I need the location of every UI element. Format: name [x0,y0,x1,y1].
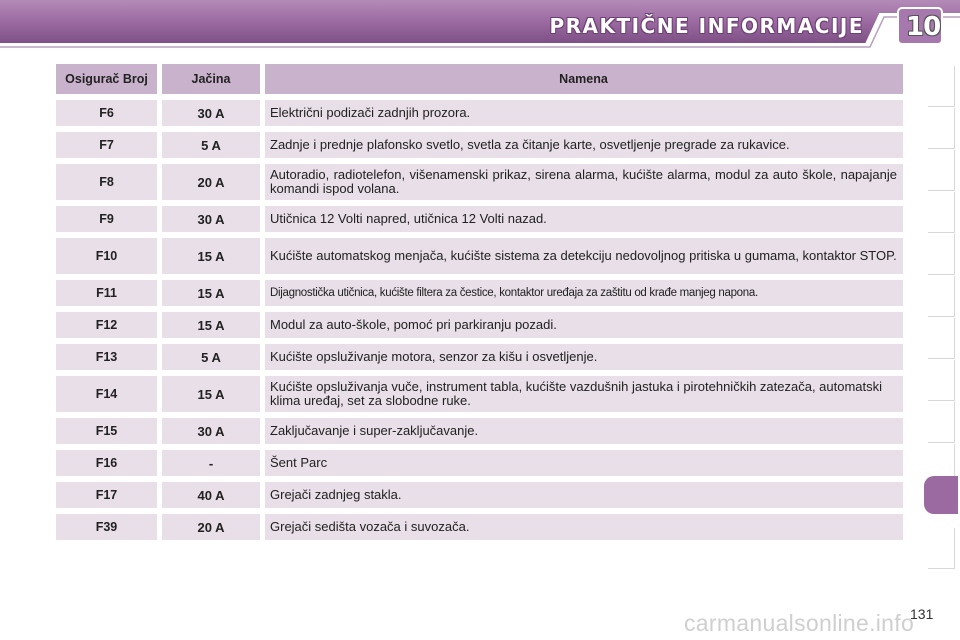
fuse-rating: 30 A [162,206,260,232]
fuse-rating: 15 A [162,376,260,412]
chapter-tab[interactable] [928,108,955,149]
fuse-purpose: Električni podizači zadnjih prozora. [265,100,903,126]
table-row [56,344,903,370]
fuse-rating: 5 A [162,344,260,370]
fuse-purpose: Dijagnostička utičnica, kućište filtera za čestice, kontaktor uređaja za zaštitu od krađe manjeg napona. [265,280,903,306]
fuse-number: F16 [56,450,157,476]
table-row [56,418,903,444]
fuse-number: F10 [56,238,157,274]
fuse-number: F15 [56,418,157,444]
fuse-table [56,64,903,546]
table-row [56,312,903,338]
chapter-tab[interactable] [928,318,955,359]
page-title: PRAKTIČNE INFORMACIJE [549,14,864,38]
fuse-number: F7 [56,132,157,158]
fuse-number: F6 [56,100,157,126]
fuse-purpose: Šent Parc [265,450,903,476]
fuse-number: F8 [56,164,157,200]
fuse-rating: 15 A [162,312,260,338]
fuse-purpose: Zaključavanje i super-zaključavanje. [265,418,903,444]
fuse-purpose: Kućište automatskog menjača, kućište sistema za detekciju nedovoljnog pritiska u gumama, kontaktor STOP. [265,238,903,274]
fuse-purpose: Kućište opsluživanja vuče, instrument tabla, kućište vazdušnih jastuka i pirotehničkih zatezača, automatski klima uređaj, set za slobodne ruke. [265,376,903,412]
column-header-purpose: Namena [265,64,903,94]
chapter-number-badge: 10 [906,12,941,42]
table-row [56,450,903,476]
fuse-number: F39 [56,514,157,540]
chapter-tab[interactable] [928,192,955,233]
chapter-tab[interactable] [928,234,955,275]
fuse-number: F17 [56,482,157,508]
table-row [56,100,903,126]
fuse-rating: - [162,450,260,476]
column-header-rating: Jačina [162,64,260,94]
fuse-purpose: Grejači sedišta vozača i suvozača. [265,514,903,540]
table-row [56,164,903,200]
fuse-purpose: Modul za auto-škole, pomoć pri parkiranju pozadi. [265,312,903,338]
page-number: 131 [910,606,934,622]
chapter-tab[interactable] [928,276,955,317]
fuse-rating: 30 A [162,100,260,126]
page-header [0,0,960,48]
fuse-rating: 40 A [162,482,260,508]
chapter-tab[interactable] [928,66,955,107]
table-row [56,132,903,158]
chapter-tab[interactable] [928,360,955,401]
fuse-number: F13 [56,344,157,370]
fuse-rating: 20 A [162,514,260,540]
fuse-purpose: Utičnica 12 Volti napred, utičnica 12 Volti nazad. [265,206,903,232]
watermark: carmanualsonline.info [684,610,915,636]
table-row [56,376,903,412]
fuse-number: F11 [56,280,157,306]
fuse-number: F14 [56,376,157,412]
fuse-purpose: Kućište opsluživanje motora, senzor za kišu i osvetljenje. [265,344,903,370]
fuse-rating: 30 A [162,418,260,444]
table-row [56,280,903,306]
table-row [56,482,903,508]
fuse-purpose: Grejači zadnjeg stakla. [265,482,903,508]
chapter-tab-active[interactable] [924,476,958,514]
fuse-purpose: Zadnje i prednje plafonsko svetlo, svetla za čitanje karte, osvetljenje pregrade za rukavice. [265,132,903,158]
table-row [56,514,903,540]
fuse-rating: 15 A [162,238,260,274]
fuse-number: F12 [56,312,157,338]
chapter-tab[interactable] [928,150,955,191]
fuse-rating: 15 A [162,280,260,306]
fuse-rating: 5 A [162,132,260,158]
fuse-purpose: Autoradio, radiotelefon, višenamenski prikaz, sirena alarma, kućište alarma, modul za auto škole, napajanje komandi ispod volana. [265,164,903,200]
fuse-number: F9 [56,206,157,232]
chapter-tabs [926,66,956,576]
fuse-rating: 20 A [162,164,260,200]
chapter-tab[interactable] [928,402,955,443]
chapter-tab[interactable] [928,528,955,569]
table-row [56,206,903,232]
column-header-fuse: Osigurač Broj [56,64,157,94]
table-row [56,238,903,274]
table-header-row [56,64,903,94]
